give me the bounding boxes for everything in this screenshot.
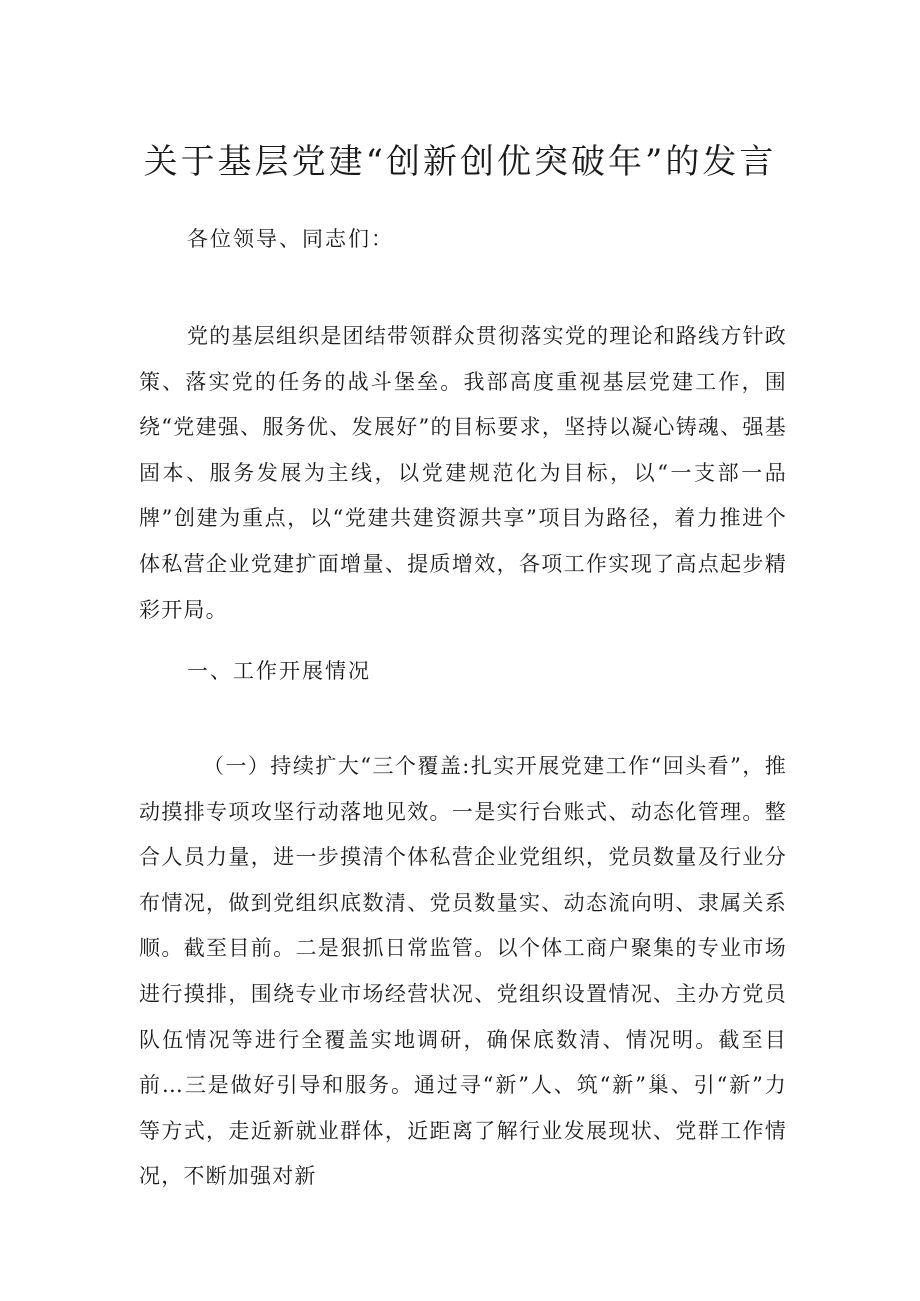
paragraph-section-1: （一）持续扩大“三个覆盖:扎实开展党建工作“回头看”，推动摸排专项攻坚行动落地见效。一是实行台账式、动态化管理。整合人员力量，进一步摸清个体私营企业党组织，党员数量及行业分布情况，做到党组织底数清、党员数量实、动态流向明、隶属关系顺。截至目前。二是狠抓日常监管。以个体工商户聚集的专业市场进行摸排，围绕专业市场经营状况、党组织设置情况、主办方党员队伍情况等进行全覆盖实地调研，确保底数清、情况明。截至目前…三是做好引导和服务。通过寻“新”人、筑“新”巢、引“新”力等方式，走近新就业群体，近距离了解行业发展现状、党群工作情况，不断加强对新 [139, 754, 787, 1189]
section-heading: 一、工作开展情况 [187, 659, 371, 683]
salutation: 各位领导、同志们： [187, 227, 394, 251]
paragraph-intro: 党的基层组织是团结带领群众贯彻落实党的理论和路线方针政策、落实党的任务的战斗堡垒。我部高度重视基层党建工作，围绕“党建强、服务优、发展好”的目标要求，坚持以凝心铸魂、强基固本、服务发展为主线，以党建规范化为目标，以“一支部一品牌”创建为重点，以“党建共建资源共享”项目为路径，着力推进个体私营企业党建扩面增量、提质增效，各项工作实现了高点起步精彩开局。 [139, 324, 787, 622]
document-title: 关于基层党建“创新创优突破年”的发言 [143, 142, 777, 182]
